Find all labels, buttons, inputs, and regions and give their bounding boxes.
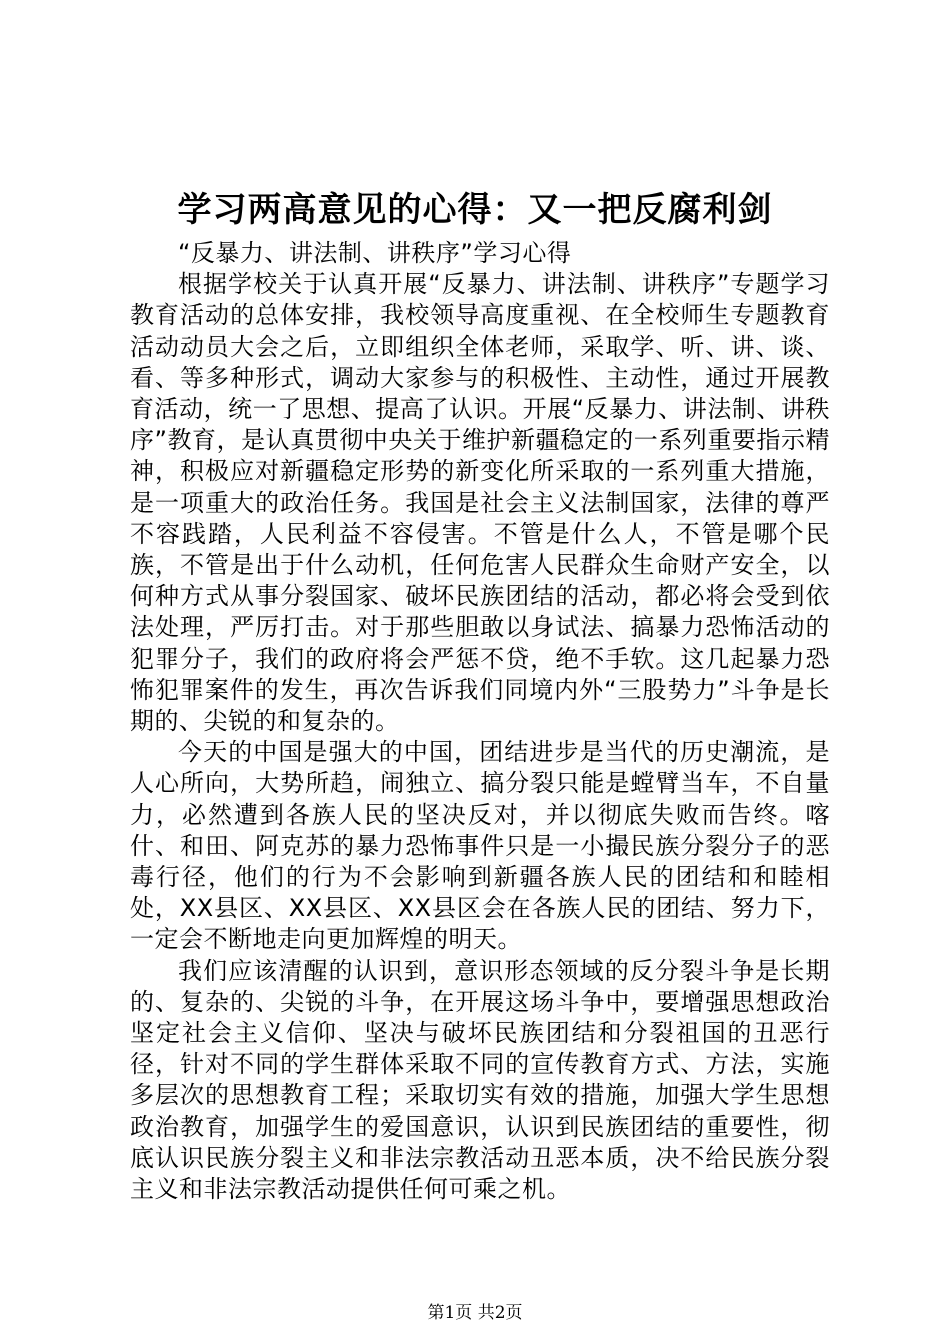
document-subtitle: “反暴力、讲法制、讲秩序”学习心得 <box>178 239 572 267</box>
page-footer: 第1页 共2页 <box>427 1303 523 1323</box>
body-paragraph: 根据学校关于认真开展“反暴力、讲法制、讲秩序”专题学习教育活动的总体安排，我校领导高度重视、在全校师生专题教育活动动员大会之后，立即组织全体老师，采取学、听、讲、谈、看、等多种形式，调动大家参与的积极性、主动性，通过开展教育活动，统一了思想、提高了认识。开展“反暴力、讲法制、讲秩序”教育，是认真贯彻中央关于维护新疆稳定的一系列重要指示精神，积极应对新疆稳定形势的新变化所采取的一系列重大措施，是一项重大的政治任务。我国是社会主义法制国家，法律的尊严不容践踏，人民利益不容侵害。不管是什么人，不管是哪个民族，不管是出于什么动机，任何危害人民群众生命财产安全，以何种方式从事分裂国家、破坏民族团结的活动，都必将会受到依法处理，严厉打击。对于那些胆敢以身试法、搞暴力恐怖活动的犯罪分子，我们的政府将会严惩不贷，绝不手软。这几起暴力恐怖犯罪案件的发生，再次告诉我们同境内外“三股势力”斗争是长期的、尖锐的和复杂的。 <box>130 270 830 736</box>
document-title: 学习两高意见的心得：又一把反腐利剑 <box>177 190 773 230</box>
document-body <box>130 238 830 1205</box>
body-paragraph: 今天的中国是强大的中国，团结进步是当代的历史潮流，是人心所向，大势所趋，闹独立、搞分裂只能是螳臂当车，不自量力，必然遭到各族人民的坚决反对，并以彻底失败而告终。喀什、和田、阿克苏的暴力恐怖事件只是一小撮民族分裂分子的恶毒行径，他们的行为不会影响到新疆各族人民的团结和和睦相处，XX县区、XX县区、XX县区会在各族人民的团结、努力下，一定会不断地走向更加辉煌的明天。 <box>130 738 830 954</box>
body-paragraph: 我们应该清醒的认识到，意识形态领域的反分裂斗争是长期的、复杂的、尖锐的斗争，在开展这场斗争中，要增强思想政治坚定社会主义信仰、坚决与破坏民族团结和分裂祖国的丑恶行径，针对不同的学生群体采取不同的宣传教育方式、方法，实施多层次的思想教育工程；采取切实有效的措施，加强大学生思想政治教育，加强学生的爱国意识，认识到民族团结的重要性，彻底认识民族分裂主义和非法宗教活动丑恶本质，决不给民族分裂主义和非法宗教活动提供任何可乘之机。 <box>130 956 830 1204</box>
